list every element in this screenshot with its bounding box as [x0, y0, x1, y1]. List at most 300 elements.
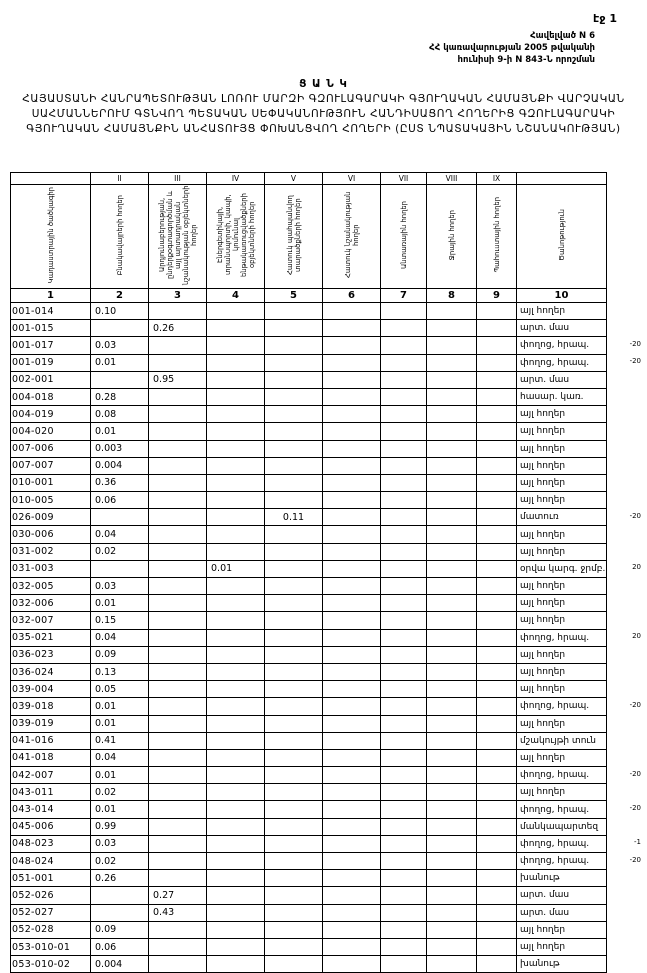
reserve-land-cell — [477, 698, 517, 715]
table-row — [11, 681, 607, 698]
reserve-land-cell — [477, 423, 517, 440]
forest-land-cell — [381, 440, 427, 457]
reserve-land-cell — [477, 440, 517, 457]
column-header — [265, 185, 323, 289]
water-land-cell — [427, 749, 477, 766]
table-row — [11, 320, 607, 337]
protected-land-cell — [265, 732, 323, 749]
reserve-land-cell — [477, 835, 517, 852]
settlement-land-cell: 0.03 — [91, 578, 149, 595]
protected-land-cell — [265, 749, 323, 766]
reserve-land-cell — [477, 560, 517, 577]
note-cell: այլ հողեր — [517, 715, 607, 732]
water-land-cell — [427, 560, 477, 577]
special-land-cell — [323, 938, 381, 955]
table-row — [11, 440, 607, 457]
column-header-row — [11, 185, 607, 289]
energy-land-cell — [207, 492, 265, 509]
table-row — [11, 612, 607, 629]
special-land-cell — [323, 715, 381, 732]
industrial-land-cell — [149, 870, 207, 887]
industrial-land-cell — [149, 938, 207, 955]
table-row — [11, 371, 607, 388]
reserve-land-cell — [477, 303, 517, 320]
table-row — [11, 595, 607, 612]
special-land-cell — [323, 474, 381, 491]
protected-land-cell — [265, 835, 323, 852]
special-land-cell — [323, 320, 381, 337]
energy-land-cell — [207, 698, 265, 715]
reserve-land-cell — [477, 526, 517, 543]
table-row — [11, 938, 607, 955]
water-land-cell — [427, 646, 477, 663]
protected-land-cell — [265, 818, 323, 835]
cadastral-code-cell: 048-023 — [11, 835, 91, 852]
protected-land-cell — [265, 578, 323, 595]
cadastral-code-cell: 004-020 — [11, 423, 91, 440]
table-row — [11, 715, 607, 732]
table-row — [11, 784, 607, 801]
table-row — [11, 956, 607, 973]
column-number: 4 — [207, 289, 265, 303]
note-cell: այլ հողեր — [517, 595, 607, 612]
reserve-land-cell — [477, 749, 517, 766]
special-land-cell — [323, 423, 381, 440]
reserve-land-cell — [477, 337, 517, 354]
protected-land-cell — [265, 646, 323, 663]
table-row — [11, 457, 607, 474]
forest-land-cell — [381, 938, 427, 955]
industrial-land-cell — [149, 698, 207, 715]
settlement-land-cell: 0.01 — [91, 698, 149, 715]
protected-land-cell — [265, 406, 323, 423]
table-row — [11, 492, 607, 509]
column-header-text: Կադաստրային ծածկագիր — [46, 186, 55, 284]
special-land-cell — [323, 560, 381, 577]
cadastral-code-cell: 043-011 — [11, 784, 91, 801]
note-cell: փողոց, հրապ. — [517, 767, 607, 784]
annex-line: ՀՀ կառավարության 2005 թվականի — [429, 43, 595, 53]
column-number: 10 — [517, 289, 607, 303]
settlement-land-cell: 0.06 — [91, 938, 149, 955]
protected-land-cell — [265, 698, 323, 715]
forest-land-cell — [381, 732, 427, 749]
reserve-land-cell — [477, 595, 517, 612]
protected-land-cell — [265, 715, 323, 732]
protected-land-cell — [265, 681, 323, 698]
reserve-land-cell — [477, 681, 517, 698]
water-land-cell — [427, 440, 477, 457]
industrial-land-cell — [149, 784, 207, 801]
forest-land-cell — [381, 921, 427, 938]
protected-land-cell — [265, 887, 323, 904]
margin-mark: 20 — [632, 563, 641, 572]
water-land-cell — [427, 629, 477, 646]
roman-numeral-cell — [11, 173, 91, 185]
industrial-land-cell — [149, 578, 207, 595]
water-land-cell — [427, 921, 477, 938]
settlement-land-cell: 0.13 — [91, 663, 149, 680]
cadastral-code-cell: 045-006 — [11, 818, 91, 835]
note-cell: այլ հողեր — [517, 784, 607, 801]
table-row — [11, 509, 607, 526]
protected-land-cell — [265, 474, 323, 491]
protected-land-cell — [265, 543, 323, 560]
roman-numeral-cell: VIII — [427, 173, 477, 185]
industrial-land-cell — [149, 956, 207, 973]
forest-land-cell — [381, 354, 427, 371]
protected-land-cell — [265, 629, 323, 646]
table-row — [11, 663, 607, 680]
special-land-cell — [323, 818, 381, 835]
note-cell: խանութ — [517, 870, 607, 887]
note-cell: մշակույթի տուն — [517, 732, 607, 749]
water-land-cell — [427, 835, 477, 852]
table-row — [11, 749, 607, 766]
note-cell: այլ հողեր — [517, 663, 607, 680]
industrial-land-cell — [149, 388, 207, 405]
note-cell: փողոց, հրապ. — [517, 354, 607, 371]
industrial-land-cell: 0.95 — [149, 371, 207, 388]
industrial-land-cell — [149, 801, 207, 818]
settlement-land-cell: 0.01 — [91, 801, 149, 818]
table-row — [11, 835, 607, 852]
protected-land-cell — [265, 801, 323, 818]
cadastral-code-cell: 039-019 — [11, 715, 91, 732]
protected-land-cell — [265, 870, 323, 887]
water-land-cell — [427, 853, 477, 870]
energy-land-cell — [207, 388, 265, 405]
protected-land-cell — [265, 457, 323, 474]
table-row — [11, 543, 607, 560]
note-cell: օրվա կարգ. ջրմբ. — [517, 560, 607, 577]
column-header — [517, 185, 607, 289]
roman-numeral-cell: II — [91, 173, 149, 185]
reserve-land-cell — [477, 818, 517, 835]
water-land-cell — [427, 371, 477, 388]
column-header-text: Բնակավայրերի հողեր — [115, 194, 124, 276]
settlement-land-cell: 0.09 — [91, 921, 149, 938]
note-cell: այլ հողեր — [517, 543, 607, 560]
settlement-land-cell — [91, 887, 149, 904]
column-header — [149, 185, 207, 289]
note-cell: այլ հողեր — [517, 681, 607, 698]
special-land-cell — [323, 801, 381, 818]
note-cell: այլ հողեր — [517, 423, 607, 440]
water-land-cell — [427, 870, 477, 887]
industrial-land-cell — [149, 337, 207, 354]
forest-land-cell — [381, 887, 427, 904]
roman-numeral-cell: VI — [323, 173, 381, 185]
protected-land-cell — [265, 663, 323, 680]
special-land-cell — [323, 681, 381, 698]
document-heading: ՀԱՅԱՍՏԱՆԻ ՀԱՆՐԱՊԵՏՈՒԹՅԱՆ ԼՈՌՈՒ ՄԱՐԶԻ ԳԶՈՒԼԱԳԱՐԱԿԻ ԳՅՈՒՂԱԿԱՆ ՀԱՄԱՅՆՔԻ ՎԱՐՉԱԿԱՆ ՍԱՀՄԱՆՆԵՐՈՒՄ ԳՏՆՎՈՂ ՊԵՏԱԿԱՆ ՍԵՓԱԿԱՆՈՒԹՅՈՒՆ ՀԱՆԴԻՍԱՑՈՂ ՀՈՂԵՐԻՑ ԳԶՈՒԼԱԳԱՐԱԿԻ ԳՅՈՒՂԱԿԱՆ ՀԱՄԱՅՆՔԻՆ ԱՆՀԱՏՈՒՅՑ ՓՈԽԱՆՑՎՈՂ ՀՈՂԵՐԻ (ԸՍՏ ՆՊԱՏԱԿԱՅԻՆ ՆՇԱՆԱԿՈՒԹՅԱՆ) — [22, 93, 625, 135]
forest-land-cell — [381, 388, 427, 405]
industrial-land-cell — [149, 732, 207, 749]
table-row — [11, 560, 607, 577]
energy-land-cell — [207, 904, 265, 921]
water-land-cell — [427, 578, 477, 595]
energy-land-cell — [207, 887, 265, 904]
water-land-cell — [427, 526, 477, 543]
cadastral-code-cell: 052-026 — [11, 887, 91, 904]
note-cell: փողոց, հրապ. — [517, 801, 607, 818]
forest-land-cell — [381, 715, 427, 732]
column-number: 8 — [427, 289, 477, 303]
special-land-cell — [323, 749, 381, 766]
energy-land-cell — [207, 440, 265, 457]
special-land-cell — [323, 732, 381, 749]
column-header — [11, 185, 91, 289]
water-land-cell — [427, 303, 477, 320]
note-cell: հասար. կառ. — [517, 388, 607, 405]
energy-land-cell — [207, 320, 265, 337]
special-land-cell — [323, 646, 381, 663]
protected-land-cell — [265, 767, 323, 784]
note-cell: մանկապարտեզ — [517, 818, 607, 835]
energy-land-cell — [207, 337, 265, 354]
protected-land-cell — [265, 320, 323, 337]
forest-land-cell — [381, 509, 427, 526]
water-land-cell — [427, 337, 477, 354]
settlement-land-cell: 0.003 — [91, 440, 149, 457]
water-land-cell — [427, 732, 477, 749]
industrial-land-cell — [149, 749, 207, 766]
reserve-land-cell — [477, 509, 517, 526]
water-land-cell — [427, 457, 477, 474]
cadastral-code-cell: 031-002 — [11, 543, 91, 560]
energy-land-cell — [207, 509, 265, 526]
energy-land-cell — [207, 835, 265, 852]
margin-mark: 20 — [632, 632, 641, 641]
note-cell: այլ հողեր — [517, 406, 607, 423]
note-cell: այլ հողեր — [517, 440, 607, 457]
forest-land-cell — [381, 784, 427, 801]
industrial-land-cell: 0.26 — [149, 320, 207, 337]
reserve-land-cell — [477, 354, 517, 371]
energy-land-cell — [207, 767, 265, 784]
energy-land-cell — [207, 371, 265, 388]
forest-land-cell — [381, 578, 427, 595]
table-row — [11, 818, 607, 835]
energy-land-cell — [207, 578, 265, 595]
energy-land-cell: 0.01 — [207, 560, 265, 577]
column-header-text: Հատուկ պահպանվող տարածքների հողեր — [285, 195, 302, 275]
cadastral-code-cell: 001-014 — [11, 303, 91, 320]
column-number: 2 — [91, 289, 149, 303]
forest-land-cell — [381, 801, 427, 818]
settlement-land-cell: 0.02 — [91, 784, 149, 801]
reserve-land-cell — [477, 784, 517, 801]
reserve-land-cell — [477, 612, 517, 629]
margin-mark: -20 — [629, 700, 641, 709]
special-land-cell — [323, 853, 381, 870]
forest-land-cell — [381, 818, 427, 835]
energy-land-cell — [207, 663, 265, 680]
special-land-cell — [323, 543, 381, 560]
reserve-land-cell — [477, 388, 517, 405]
cadastral-code-cell: 032-007 — [11, 612, 91, 629]
forest-land-cell — [381, 320, 427, 337]
settlement-land-cell: 0.03 — [91, 337, 149, 354]
water-land-cell — [427, 492, 477, 509]
protected-land-cell — [265, 956, 323, 973]
table-row — [11, 578, 607, 595]
industrial-land-cell — [149, 629, 207, 646]
special-land-cell — [323, 509, 381, 526]
protected-land-cell — [265, 492, 323, 509]
column-number: 6 — [323, 289, 381, 303]
settlement-land-cell: 0.01 — [91, 715, 149, 732]
column-number: 9 — [477, 289, 517, 303]
reserve-land-cell — [477, 921, 517, 938]
energy-land-cell — [207, 354, 265, 371]
water-land-cell — [427, 423, 477, 440]
note-cell: փողոց, հրապ. — [517, 629, 607, 646]
cadastral-code-cell: 051-001 — [11, 870, 91, 887]
reserve-land-cell — [477, 767, 517, 784]
water-land-cell — [427, 354, 477, 371]
cadastral-code-cell: 010-001 — [11, 474, 91, 491]
roman-numeral-cell: III — [149, 173, 207, 185]
annex-reference — [335, 30, 595, 66]
industrial-land-cell — [149, 423, 207, 440]
column-header — [91, 185, 149, 289]
industrial-land-cell — [149, 715, 207, 732]
special-land-cell — [323, 354, 381, 371]
note-cell: փողոց, հրապ. — [517, 853, 607, 870]
energy-land-cell — [207, 526, 265, 543]
forest-land-cell — [381, 956, 427, 973]
column-header-text: Հատուկ նշանակության հողեր — [343, 191, 360, 279]
column-header — [323, 185, 381, 289]
forest-land-cell — [381, 337, 427, 354]
water-land-cell — [427, 938, 477, 955]
forest-land-cell — [381, 681, 427, 698]
reserve-land-cell — [477, 371, 517, 388]
energy-land-cell — [207, 406, 265, 423]
water-land-cell — [427, 406, 477, 423]
cadastral-code-cell: 007-007 — [11, 457, 91, 474]
protected-land-cell: 0.11 — [265, 509, 323, 526]
table-row — [11, 474, 607, 491]
reserve-land-cell — [477, 578, 517, 595]
water-land-cell — [427, 388, 477, 405]
annex-line: Հավելված N 6 — [530, 31, 595, 41]
cadastral-code-cell: 035-021 — [11, 629, 91, 646]
forest-land-cell — [381, 835, 427, 852]
cadastral-code-cell: 004-018 — [11, 388, 91, 405]
industrial-land-cell — [149, 835, 207, 852]
industrial-land-cell — [149, 560, 207, 577]
note-cell: այլ հողեր — [517, 474, 607, 491]
industrial-land-cell — [149, 681, 207, 698]
energy-land-cell — [207, 921, 265, 938]
cadastral-code-cell: 010-005 — [11, 492, 91, 509]
page-number: էջ 1 — [593, 12, 617, 25]
reserve-land-cell — [477, 320, 517, 337]
note-cell: այլ հողեր — [517, 578, 607, 595]
energy-land-cell — [207, 801, 265, 818]
special-land-cell — [323, 371, 381, 388]
protected-land-cell — [265, 423, 323, 440]
special-land-cell — [323, 578, 381, 595]
energy-land-cell — [207, 423, 265, 440]
settlement-land-cell — [91, 320, 149, 337]
note-cell: խանութ — [517, 956, 607, 973]
table-row — [11, 767, 607, 784]
special-land-cell — [323, 406, 381, 423]
forest-land-cell — [381, 543, 427, 560]
protected-land-cell — [265, 560, 323, 577]
settlement-land-cell: 0.06 — [91, 492, 149, 509]
reserve-land-cell — [477, 646, 517, 663]
protected-land-cell — [265, 938, 323, 955]
forest-land-cell — [381, 663, 427, 680]
settlement-land-cell: 0.02 — [91, 853, 149, 870]
margin-mark: -1 — [634, 838, 641, 847]
special-land-cell — [323, 663, 381, 680]
settlement-land-cell: 0.04 — [91, 526, 149, 543]
water-land-cell — [427, 715, 477, 732]
roman-numeral-cell: IX — [477, 173, 517, 185]
settlement-land-cell — [91, 509, 149, 526]
industrial-land-cell — [149, 406, 207, 423]
reserve-land-cell — [477, 870, 517, 887]
roman-numeral-cell: V — [265, 173, 323, 185]
settlement-land-cell: 0.04 — [91, 629, 149, 646]
note-cell: այլ հողեր — [517, 921, 607, 938]
settlement-land-cell: 0.15 — [91, 612, 149, 629]
cadastral-code-cell: 031-003 — [11, 560, 91, 577]
special-land-cell — [323, 612, 381, 629]
reserve-land-cell — [477, 715, 517, 732]
reserve-land-cell — [477, 801, 517, 818]
protected-land-cell — [265, 853, 323, 870]
margin-mark: -20 — [629, 511, 641, 520]
table-row — [11, 526, 607, 543]
settlement-land-cell: 0.99 — [91, 818, 149, 835]
settlement-land-cell: 0.004 — [91, 457, 149, 474]
cadastral-code-cell: 004-019 — [11, 406, 91, 423]
energy-land-cell — [207, 595, 265, 612]
forest-land-cell — [381, 853, 427, 870]
roman-numeral-cell: IV — [207, 173, 265, 185]
energy-land-cell — [207, 853, 265, 870]
settlement-land-cell: 0.09 — [91, 646, 149, 663]
note-cell: արտ. մաս — [517, 904, 607, 921]
settlement-land-cell: 0.26 — [91, 870, 149, 887]
reserve-land-cell — [477, 492, 517, 509]
energy-land-cell — [207, 938, 265, 955]
settlement-land-cell: 0.10 — [91, 303, 149, 320]
note-cell: այլ հողեր — [517, 526, 607, 543]
forest-land-cell — [381, 595, 427, 612]
water-land-cell — [427, 320, 477, 337]
water-land-cell — [427, 698, 477, 715]
cadastral-code-cell: 001-019 — [11, 354, 91, 371]
industrial-land-cell — [149, 543, 207, 560]
industrial-land-cell — [149, 303, 207, 320]
settlement-land-cell: 0.01 — [91, 423, 149, 440]
column-header — [477, 185, 517, 289]
column-number: 7 — [381, 289, 427, 303]
annex-line: հունիսի 9-ի N 843-Ն որոշման — [457, 55, 595, 65]
protected-land-cell — [265, 904, 323, 921]
protected-land-cell — [265, 612, 323, 629]
industrial-land-cell — [149, 663, 207, 680]
cadastral-code-cell: 007-006 — [11, 440, 91, 457]
